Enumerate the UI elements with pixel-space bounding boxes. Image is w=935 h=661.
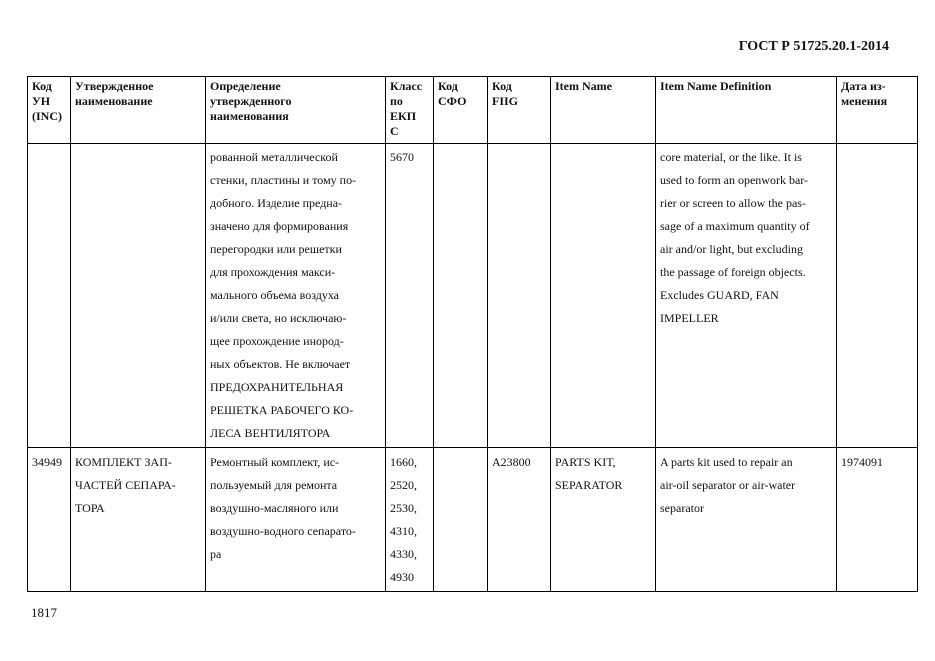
cell-item-definition: A parts kit used to repair an air-oil separator or air-water separator	[656, 448, 837, 592]
column-header-inc: Код УН (INC)	[28, 77, 71, 144]
column-header-definition: Определение утвержденного наименования	[206, 77, 386, 144]
cell-sfo	[434, 144, 488, 448]
table-header-row	[28, 77, 918, 144]
page-number: 1817	[31, 605, 57, 620]
cell-definition: Ремонтный комплект, ис- пользуемый для ремонта воздушно-масляного или воздушно-водного сепарато- ра	[206, 448, 386, 592]
cell-class: 5670	[386, 144, 434, 448]
cell-item-name: PARTS KIT, SEPARATOR	[551, 448, 656, 592]
cell-definition: рованной металлической стенки, пластины и тому по- добного. Изделие предна- значено для формирования перегородки или решетки для прохождения макси- мального объема воздуха и/или света, но исключаю- щее прохождение инород- ных объектов. Не включает ПРЕДОХРАНИТЕЛЬНАЯ РЕШЕТКА РАБОЧЕГО КО- ЛЕСА ВЕНТИЛЯТОРА	[206, 144, 386, 448]
cell-fiig	[488, 144, 551, 448]
column-header-approved-name: Утвержденное наименование	[71, 77, 206, 144]
table-row	[28, 144, 918, 448]
column-header-item-name-definition: Item Name Definition	[656, 77, 837, 144]
column-header-item-name: Item Name	[551, 77, 656, 144]
cell-item-name	[551, 144, 656, 448]
column-header-fiig: Код FIIG	[488, 77, 551, 144]
cell-inc: 34949	[28, 448, 71, 592]
cell-change-date	[837, 144, 918, 448]
cell-change-date: 1974091	[837, 448, 918, 592]
column-header-class: Класс по ЕКП С	[386, 77, 434, 144]
nomenclature-table	[27, 76, 918, 592]
column-header-change-date: Дата из- менения	[837, 77, 918, 144]
table-row	[28, 448, 918, 592]
cell-class: 1660, 2520, 2530, 4310, 4330, 4930	[386, 448, 434, 592]
cell-fiig: A23800	[488, 448, 551, 592]
cell-inc	[28, 144, 71, 448]
column-header-sfo: Код СФО	[434, 77, 488, 144]
cell-item-definition: core material, or the like. It is used to form an openwork bar- rier or screen to allow the pas- sage of a maximum quantity of air and/or light, but excluding the passage of foreign objects. Excludes GUARD, FAN IMPELLER	[656, 144, 837, 448]
cell-sfo	[434, 448, 488, 592]
cell-approved-name	[71, 144, 206, 448]
cell-approved-name: КОМПЛЕКТ ЗАП- ЧАСТЕЙ СЕПАРА- ТОРА	[71, 448, 206, 592]
standard-title: ГОСТ Р 51725.20.1-2014	[738, 39, 889, 54]
